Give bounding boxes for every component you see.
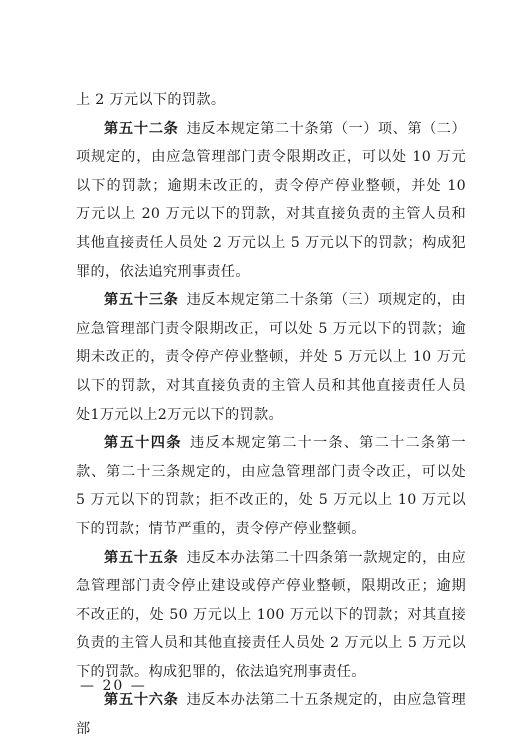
page-number: — 20 — — [80, 678, 147, 694]
paragraph-text: 违反本办法第二十四条第一款规定的，由应急管理部门责令停止建设或停产停业整顿，限期改正；逾期不改正的，处 50 万元以上 100 万元以下的罚款；对其直接负责的主管人员和其他直接责任人员处 2 万元以上 5 万元以下的罚款。构成犯罪的，依法追究刑事责任。 — [76, 549, 466, 680]
paragraph-continuation — [76, 86, 466, 115]
paragraph-text: 违反本规定第二十条第（一）项、第（二）项规定的，由应急管理部门责令限期改正，可以处 10 万元以下的罚款；逾期未改正的，责令停产停业整顿，并处 10 万元以上 20 万元以下的罚款，对其直接负责的主管人员和其他直接责任人员处 2 万元以上 5 万元以下的罚款；构成犯罪的，依法追究刑事责任。 — [76, 120, 466, 280]
article-number: 第五十二条 — [104, 120, 179, 137]
article-number: 第五十三条 — [104, 292, 179, 309]
paragraph-article-54 — [76, 429, 466, 543]
paragraph-text: 违反本办法第二十五条规定的，由应急管理部 — [76, 692, 466, 738]
article-number: 第五十六条 — [104, 692, 179, 709]
paragraph-text: 违反本规定第二十一条、第二十二条第一款、第二十三条规定的，由应急管理部门责令改正，可以处 5 万元以下的罚款；拒不改正的，处 5 万元以上 10 万元以下的罚款；情节严重的，责令停产停业整顿。 — [76, 435, 466, 537]
paragraph-text: 违反本规定第二十条第（三）项规定的，由应急管理部门责令限期改正，可以处 5 万元以下的罚款；逾期未改正的，责令停产停业整顿，并处 5 万元以上 10 万元以下的罚款，对其直接负责的主管人员和其他直接责任人员处1万元以上2万元以下的罚款。 — [76, 292, 466, 423]
paragraph-article-53 — [76, 286, 466, 429]
paragraph-text: 上 2 万元以下的罚款。 — [76, 92, 226, 108]
article-number: 第五十五条 — [104, 549, 179, 566]
paragraph-article-55 — [76, 544, 466, 687]
paragraph-article-56 — [76, 686, 466, 743]
paragraph-article-52 — [76, 115, 466, 287]
body-text — [76, 86, 466, 744]
article-number: 第五十四条 — [104, 435, 182, 452]
